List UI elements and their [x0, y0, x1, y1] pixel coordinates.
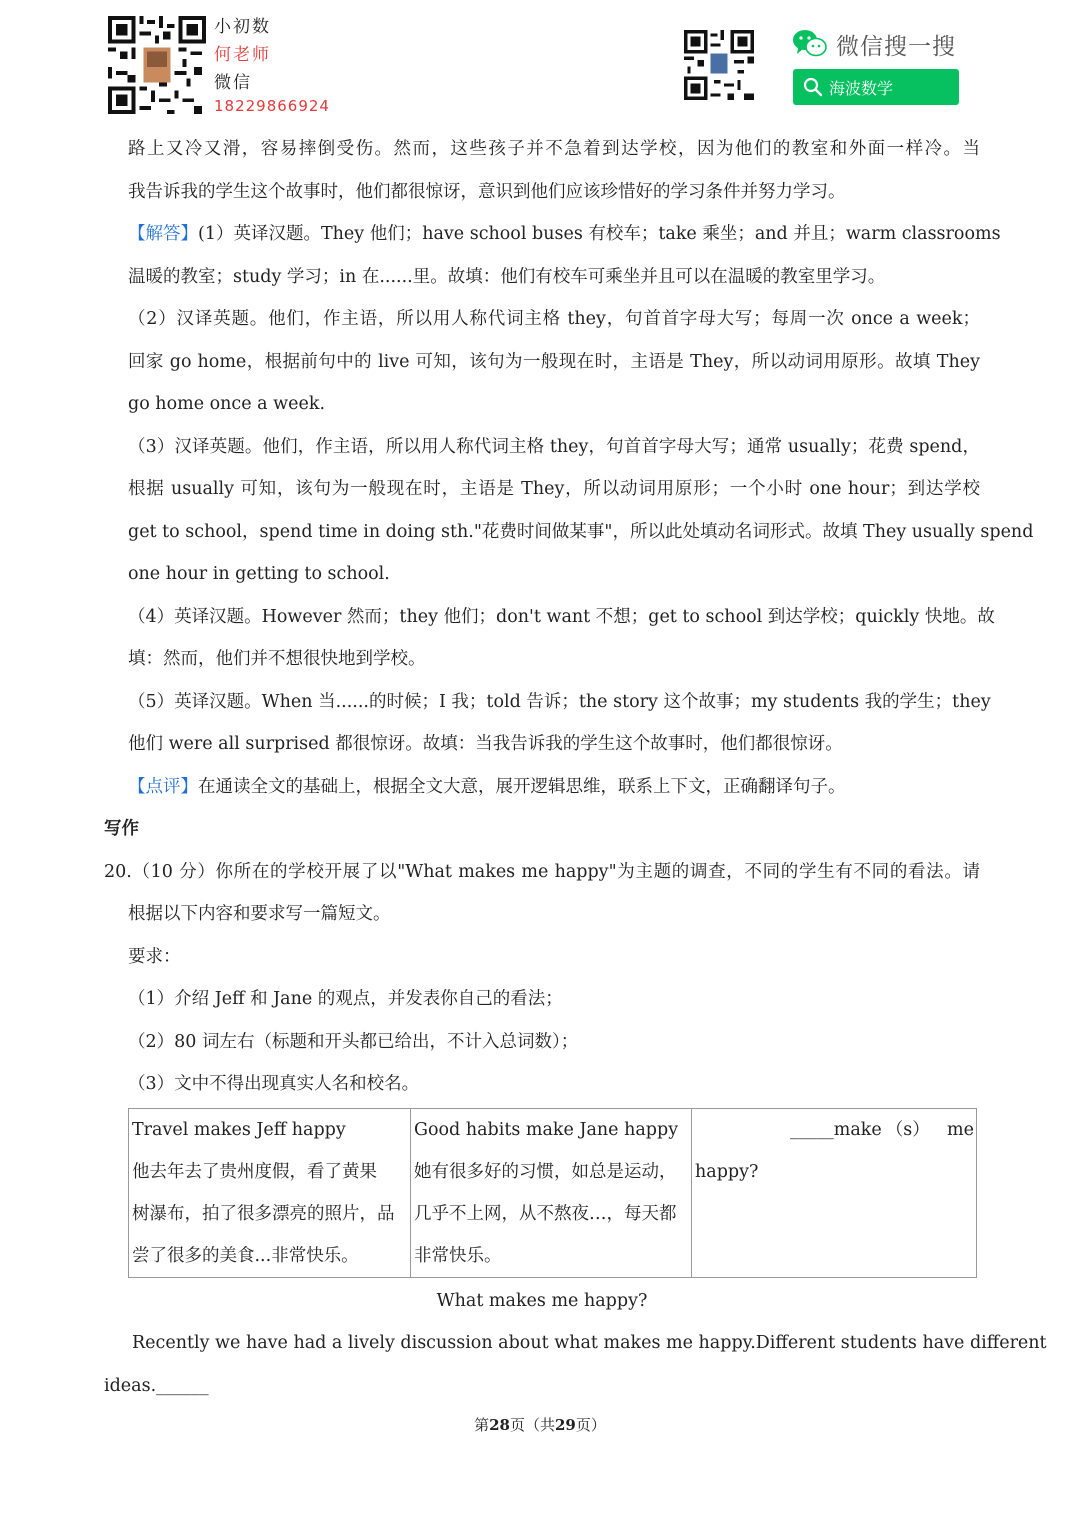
answer-line: get to school，spend time in doing sth."花费时间做某事"，所以此处填动名词形式。故填 They usually spend: [128, 521, 1034, 542]
wechat-logo-icon: [792, 28, 828, 58]
qr-code-icon: [108, 16, 206, 114]
answer-line: （5）英译汉题。When 当......的时候；I 我；told 告诉；the story 这个故事；my students 我的学生；they: [128, 691, 991, 712]
cell-text: 几乎不上网，从不熬夜…，每天都: [414, 1203, 677, 1224]
answer-line: 填：然而，他们并不想很快地到学校。: [128, 649, 426, 669]
cell-text: _____make: [790, 1119, 882, 1140]
answer-line: 温暖的教室；study 学习；in 在......里。故填：他们有校车可乘坐并且可以在温暖的教室里学习。: [128, 266, 886, 287]
requirement-item: （3）文中不得出现真实人名和校名。: [128, 1074, 420, 1094]
answer-tag: 【解答】: [128, 224, 198, 244]
essay-line: Recently we have had a lively discussion about what makes me happy.Different students have different: [132, 1333, 1047, 1353]
section-title: 写作: [104, 819, 139, 839]
answer-line: go home once a week.: [128, 394, 326, 414]
answer-line: [104, 213, 1001, 256]
requirement-item: （2）80 词左右（标题和开头都已给出，不计入总词数）；: [128, 1031, 579, 1052]
page-number: 28: [489, 1416, 510, 1434]
cell-title: [695, 1109, 976, 1151]
cell-text: 非常快乐。: [414, 1245, 502, 1266]
page-total: 29: [555, 1416, 576, 1434]
question-line: 根据以下内容和要求写一篇短文。: [128, 904, 391, 924]
essay-title: What makes me happy?: [436, 1290, 648, 1311]
answer-line: one hour in getting to school.: [128, 564, 390, 584]
requirements-title: 要求：: [128, 946, 181, 967]
qr-code-icon: [684, 30, 754, 100]
cell-title: Good habits make Jane happy: [414, 1119, 679, 1140]
material-table: [128, 1108, 977, 1278]
answer-line: （2）汉译英题。他们，作主语，所以用人称代词主格 they，句首首字母大写；每周一次 once a week；: [128, 309, 980, 329]
page-mid: 页（共: [509, 1416, 555, 1434]
page-footer: [0, 1414, 1080, 1435]
cell-title: Travel makes Jeff happy: [132, 1119, 346, 1140]
page-content: [104, 128, 1047, 1407]
page-prefix: 第: [474, 1416, 490, 1434]
story-line: 我告诉我的学生这个故事时，他们都很惊讶，意识到他们应该珍惜好的学习条件并努力学习。: [128, 181, 846, 202]
answer-line: （4）英译汉题。However 然而；they 他们；don't want 不想；get to school 到达学校；quickly 快地。故: [128, 606, 995, 627]
answer-text: (1）英译汉题。They 他们；have school buses 有校车；take 乘坐；and 并且；warm classrooms: [198, 224, 1001, 244]
wechat-search-label: 微信搜一搜: [836, 34, 956, 60]
cell-text: 树瀑布，拍了很多漂亮的照片，品: [132, 1203, 395, 1224]
answer-line: 他们 were all surprised 都很惊讶。故填：当我告诉我的学生这个故事时，他们都很惊讶。: [128, 734, 843, 754]
cell-text: happy?: [695, 1161, 759, 1182]
question-line: 20.（10 分）你所在的学校开展了以"What makes me happy"为主题的调查，不同的学生有不同的看法。请: [104, 861, 980, 882]
table-cell-blank: [692, 1108, 977, 1277]
cell-text: 他去年去了贵州度假，看了黄果: [132, 1161, 377, 1182]
wechat-account-label: 海波数学: [829, 79, 894, 98]
answer-line: 根据 usually 可知，该句为一般现在时，主语是 They，所以动词用原形；一个小时 one hour；到达学校: [128, 479, 980, 499]
answer-line: （3）汉译英题。他们，作主语，所以用人称代词主格 they，句首首字母大写；通常 usually；花费 spend，: [128, 436, 980, 457]
essay-line: ideas.______: [104, 1375, 209, 1396]
table-cell-jane: [411, 1108, 692, 1277]
page-suffix: 页）: [575, 1416, 606, 1434]
cell-text: me: [947, 1119, 974, 1140]
table-cell-jeff: [129, 1108, 411, 1277]
cell-text: 她有很多好的习惯，如总是运动，: [414, 1161, 677, 1182]
brand-line1: 小初数: [214, 17, 271, 37]
comment-tag: 【点评】: [128, 776, 198, 797]
comment-text: 在通读全文的基础上，根据全文大意，展开逻辑思维，联系上下文，正确翻译句子。: [198, 776, 846, 797]
brand-line3: 微信: [214, 73, 252, 93]
cell-text: 尝了很多的美食...非常快乐。: [132, 1245, 359, 1266]
brand-phone: 18229866924: [214, 97, 330, 115]
answer-line: 回家 go home，根据前句中的 live 可知，该句为一般现在时，主语是 They，所以动词用原形。故填 They: [128, 351, 980, 372]
search-icon: [803, 77, 823, 97]
comment-line: [104, 766, 980, 809]
wechat-search-button[interactable]: [793, 69, 959, 105]
story-line: 路上又冷又滑，容易摔倒受伤。然而，这些孩子并不急着到达学校，因为他们的教室和外面一样冷。当: [128, 139, 980, 159]
page-header: [0, 0, 1080, 120]
requirement-item: （1）介绍 Jeff 和 Jane 的观点，并发表你自己的看法；: [128, 989, 563, 1009]
cell-text: （s）: [885, 1119, 930, 1140]
brand-line2: 何老师: [214, 45, 271, 65]
